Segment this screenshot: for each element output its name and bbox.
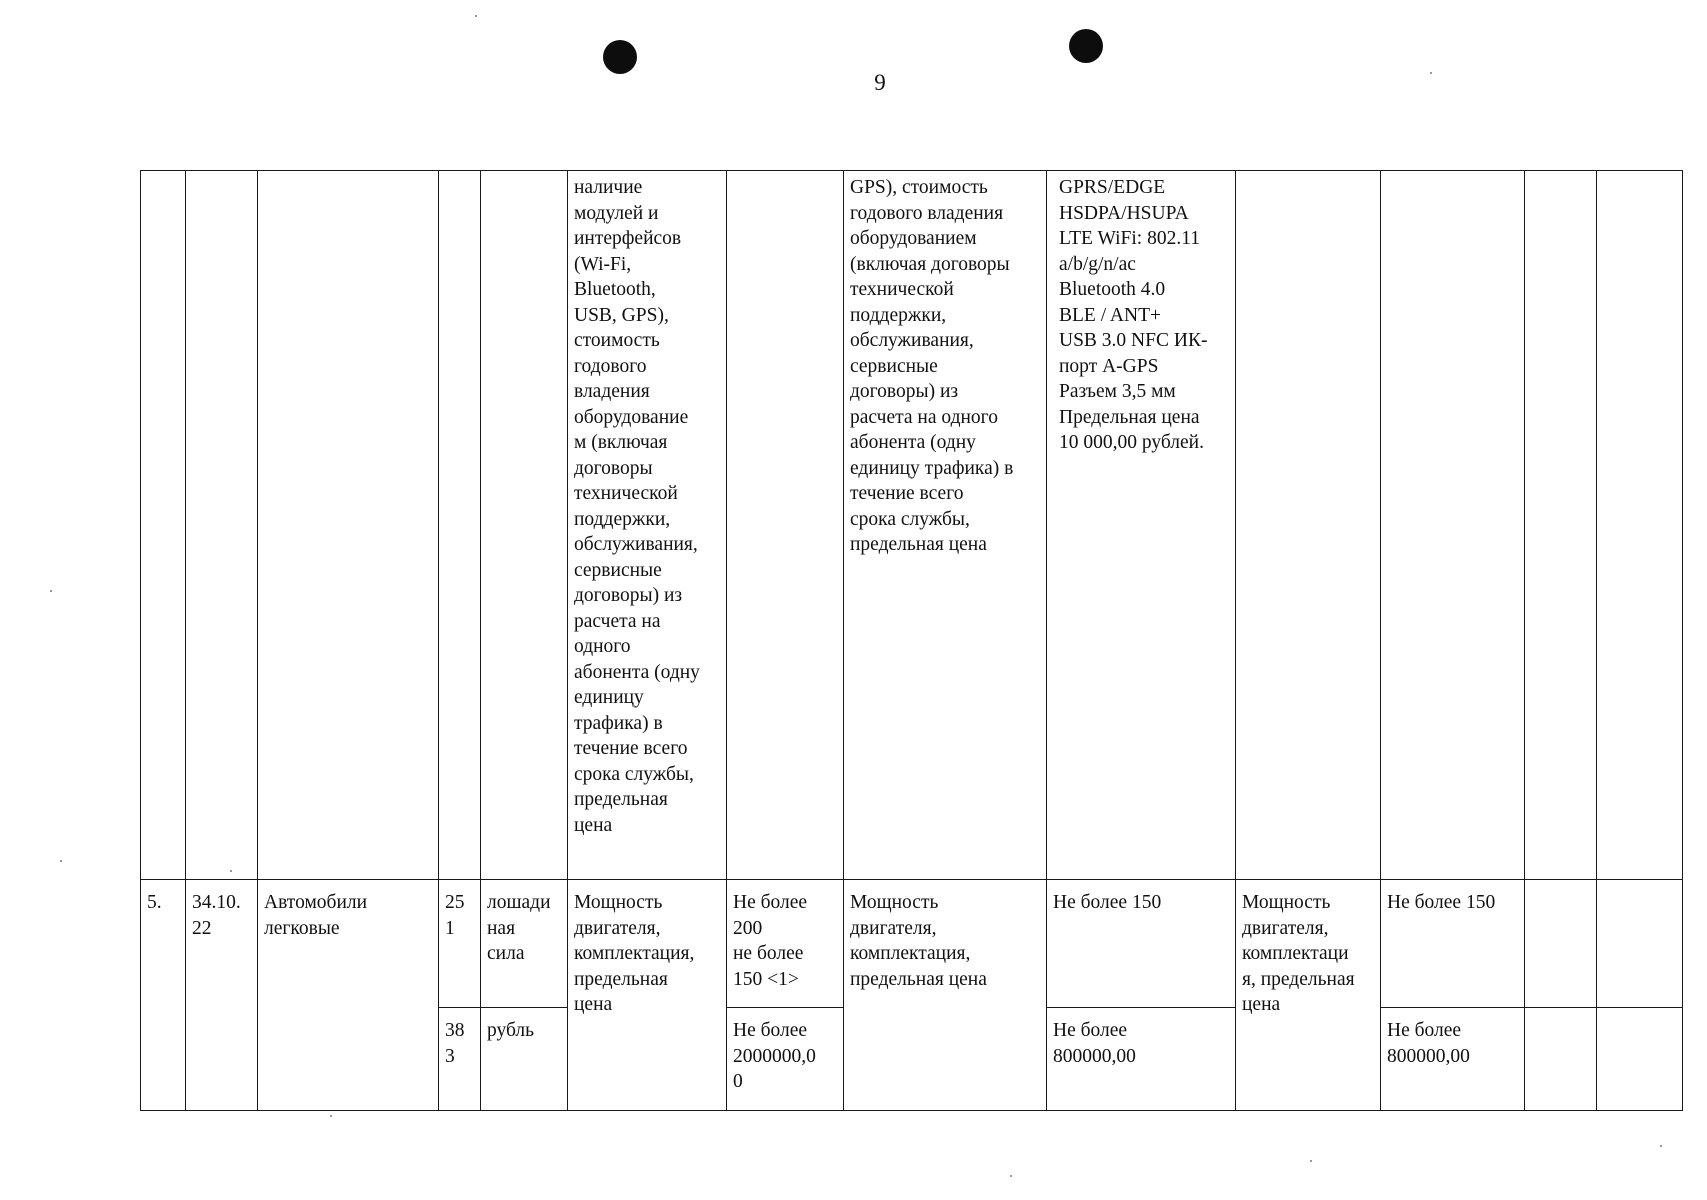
table-row-5-sub1 [141,880,1683,1008]
punch-hole-right [1069,29,1103,63]
cell-value: Не более 2000000,0 0 [727,1008,844,1111]
cell-value [727,171,844,880]
cell-characteristic-col8: Мощность двигателя, комплектация, предельная цена [844,880,1047,1111]
scan-speck [1430,72,1432,74]
scan-speck [60,860,62,862]
cell-name [258,171,439,880]
cell-okei: 25 1 [439,880,481,1008]
cell-col10 [1236,171,1381,880]
cell-col12 [1525,880,1597,1008]
scan-speck [1660,1145,1662,1147]
scan-speck [330,1115,332,1117]
table-row-continuation [141,171,1683,880]
cell-okei: 38 3 [439,1008,481,1111]
punch-hole-left [603,40,637,74]
cell-value: Не более 200 не более 150 <1> [727,880,844,1008]
cell-value-col11: Не более 150 [1381,880,1525,1008]
cell-characteristic-col10: Мощность двигателя, комплектаци я, предельная цена [1236,880,1381,1111]
cell-characteristic: наличие модулей и интерфейсов (Wi-Fi, Bluetooth, USB, GPS), стоимость годового владения оборудование м (включая договоры технической поддержки, обслуживания, сервисные договоры) из расчета на одного абонента (одну единицу трафика) в течение всего срока службы, предельная цена [568,171,727,880]
requirements-table [140,170,1683,1111]
cell-unit: рубль [481,1008,568,1111]
scan-speck [1010,1175,1012,1177]
scan-speck [1310,1160,1312,1162]
cell-characteristic-col8: GPS), стоимость годового владения оборудованием (включая договоры технической поддержки, обслуживания, сервисные договоры) из расчета на одного абонента (одну единицу трафика) в течение всего срока службы, предельная цена [844,171,1047,880]
cell-unit [481,171,568,880]
scan-speck [475,15,477,17]
cell-col13 [1597,1008,1683,1111]
cell-col12 [1525,171,1597,880]
cell-characteristic: Мощность двигателя, комплектация, предельная цена [568,880,727,1111]
cell-okei [439,171,481,880]
cell-value-col9: Не более 800000,00 [1047,1008,1236,1111]
cell-value-col11: Не более 800000,00 [1381,1008,1525,1111]
cell-value-col9: GPRS/EDGE HSDPA/HSUPA LTE WiFi: 802.11 a/b/g/n/ac Bluetooth 4.0 BLE / ANT+ USB 3.0 NFC ИК- порт A-GPS Разъем 3,5 мм Предельная цена 10 000,00 рублей. [1047,171,1236,880]
cell-num: 5. [141,880,186,1111]
cell-unit: лошади ная сила [481,880,568,1008]
cell-num [141,171,186,880]
cell-col11 [1381,171,1525,880]
cell-col13 [1597,171,1683,880]
cell-name: Автомобили легковые [258,880,439,1111]
cell-col13 [1597,880,1683,1008]
cell-code [186,171,258,880]
scan-speck [230,870,232,872]
scan-speck [50,590,52,592]
page-number: 9 [874,70,886,95]
cell-code: 34.10. 22 [186,880,258,1111]
cell-value-col9: Не более 150 [1047,880,1236,1008]
cell-col12 [1525,1008,1597,1111]
